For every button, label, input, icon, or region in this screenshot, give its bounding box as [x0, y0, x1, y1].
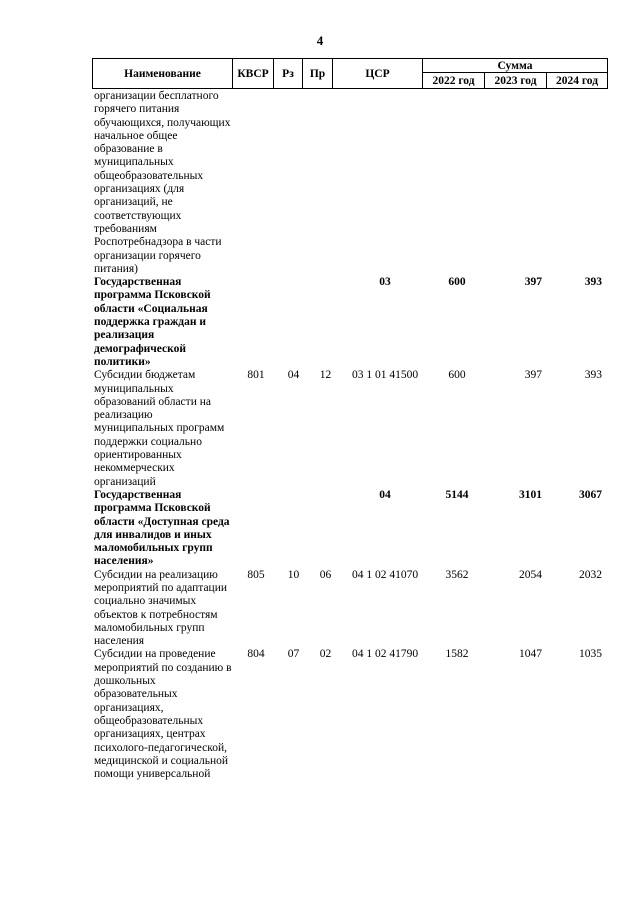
- row-sum-2023: 3101: [519, 488, 542, 501]
- table-header: [92, 58, 608, 89]
- row-name: организации бесплатного горячего питания обучающихся, получающих начальное общее образование в муниципальных общеобразовательных организациях (для организаций, не соответствующих требованиям Роспотребнадзора в части организации горячего питания): [94, 90, 231, 275]
- row-sum-2024: 1035: [579, 648, 602, 661]
- header-2023: 2023 год: [484, 72, 547, 89]
- header-2022: 2022 год: [422, 72, 485, 89]
- row-pr: 12: [319, 369, 332, 382]
- row-sum-2023: 2054: [519, 568, 542, 581]
- row-name: Субсидии на реализацию мероприятий по адаптации социально значимых объектов к потребностям маломобильных групп населения: [94, 568, 228, 648]
- row-rz: 10: [287, 568, 300, 581]
- row-sum-2023: 397: [524, 276, 542, 289]
- row-csr: 03 1 01 41500: [351, 369, 419, 382]
- table-body: [94, 90, 608, 781]
- header-2024: 2024 год: [546, 72, 608, 89]
- table-row: [94, 489, 608, 569]
- row-sum-2023: 397: [524, 369, 542, 382]
- row-sum-2022: 3562: [445, 568, 469, 581]
- header-name: Наименование: [92, 58, 233, 89]
- row-csr: 04 1 02 41070: [351, 568, 419, 581]
- table-row: [94, 90, 608, 276]
- row-rz: 07: [287, 648, 300, 661]
- row-name: Субсидии бюджетам муниципальных образований области на реализацию муниципальных программ поддержки социально ориентированных некоммерческих организаций: [94, 369, 225, 488]
- header-sum: Сумма: [422, 58, 608, 73]
- row-sum-2024: 393: [584, 276, 602, 289]
- header-kvsr: КВСР: [232, 58, 274, 89]
- table-row: [94, 569, 608, 649]
- row-kvsr: 801: [247, 369, 265, 382]
- row-kvsr: 805: [247, 568, 265, 581]
- row-csr: 04: [379, 488, 391, 501]
- table-row: [94, 276, 608, 369]
- header-csr: ЦСР: [332, 58, 423, 89]
- row-sum-2024: 2032: [579, 568, 602, 581]
- header-rz: Рз: [273, 58, 303, 89]
- row-pr: 06: [319, 568, 332, 581]
- row-pr: 02: [319, 648, 332, 661]
- row-sum-2024: 393: [584, 369, 602, 382]
- header-pr: Пр: [302, 58, 333, 89]
- row-sum-2022: 1582: [445, 648, 469, 661]
- row-sum-2022: 5144: [445, 488, 469, 501]
- table-row: [94, 369, 608, 489]
- row-csr: 04 1 02 41790: [351, 648, 419, 661]
- page-number: 4: [316, 33, 324, 48]
- row-sum-2022: 600: [448, 369, 466, 382]
- row-csr: 03: [379, 276, 391, 289]
- row-sum-2024: 3067: [579, 488, 602, 501]
- row-rz: 04: [287, 369, 300, 382]
- table-row: [94, 648, 608, 781]
- row-sum-2022: 600: [448, 276, 466, 289]
- row-name: Субсидии на проведение мероприятий по созданию в дошкольных образовательных организациях, общеобразовательных организациях, центрах психолого-педагогической, медицинской и социальной помощи универсальной: [94, 648, 232, 781]
- row-sum-2023: 1047: [519, 648, 542, 661]
- row-name: Государственная программа Псковской области «Социальная поддержка граждан и реализация демографической политики»: [94, 276, 211, 368]
- row-kvsr: 804: [247, 648, 265, 661]
- row-name: Государственная программа Псковской области «Доступная среда для инвалидов и иных маломобильных групп населения»: [94, 488, 230, 568]
